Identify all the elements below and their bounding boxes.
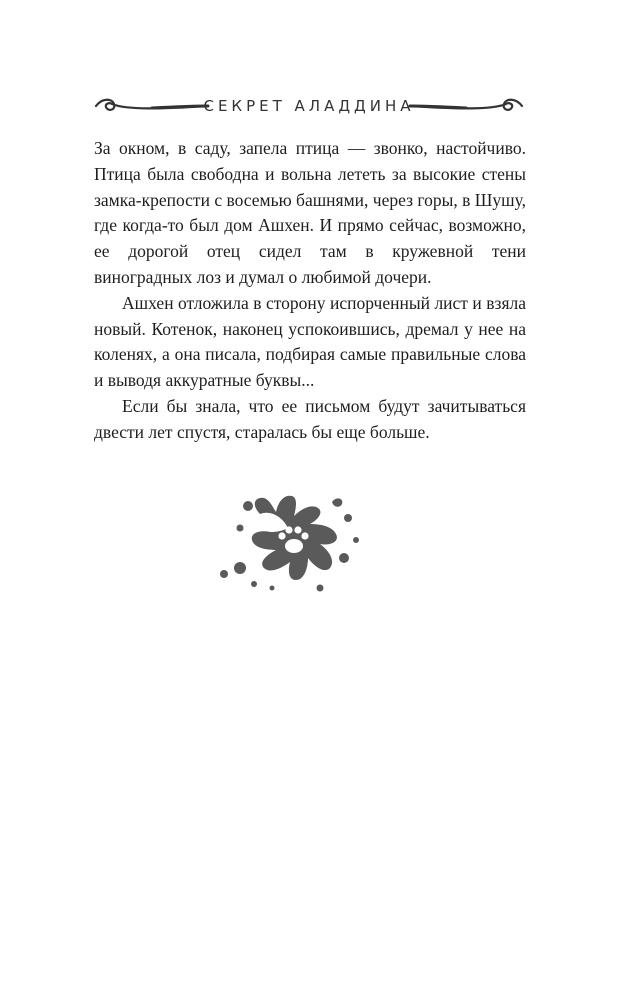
- running-header-title: СЕКРЕТ АЛАДДИНА: [203, 97, 415, 115]
- flourish-left-icon: [92, 94, 212, 118]
- paragraph-1: За окном, в саду, запела птица — звонко, настойчиво. Птица была свободна и вольна лететь за высокие стены замка-крепости с восемью башнями, через горы, в Шушу, где когда-то был дом Ашхен. И прямо сейчас, возможно, ее дорогой отец сидел там в кружевной тени виноградных лоз и думал о любимой дочери.: [94, 138, 527, 287]
- flourish-right-icon: [406, 94, 526, 118]
- paragraph-3: Если бы знала, что ее письмом будут зачитываться двести лет спустя, старалась бы еще больше.: [94, 395, 526, 442]
- paragraph-2: Ашхен отложила в сторону испорченный лист и взяла новый. Котенок, наконец успокоившись, дремал у нее на коленях, а она писала, подбирая самые правильные слова и выводя аккуратные буквы...: [94, 292, 526, 391]
- ink-splash-paw-icon: [210, 488, 410, 598]
- body-text: [94, 136, 526, 446]
- running-header: [92, 88, 526, 124]
